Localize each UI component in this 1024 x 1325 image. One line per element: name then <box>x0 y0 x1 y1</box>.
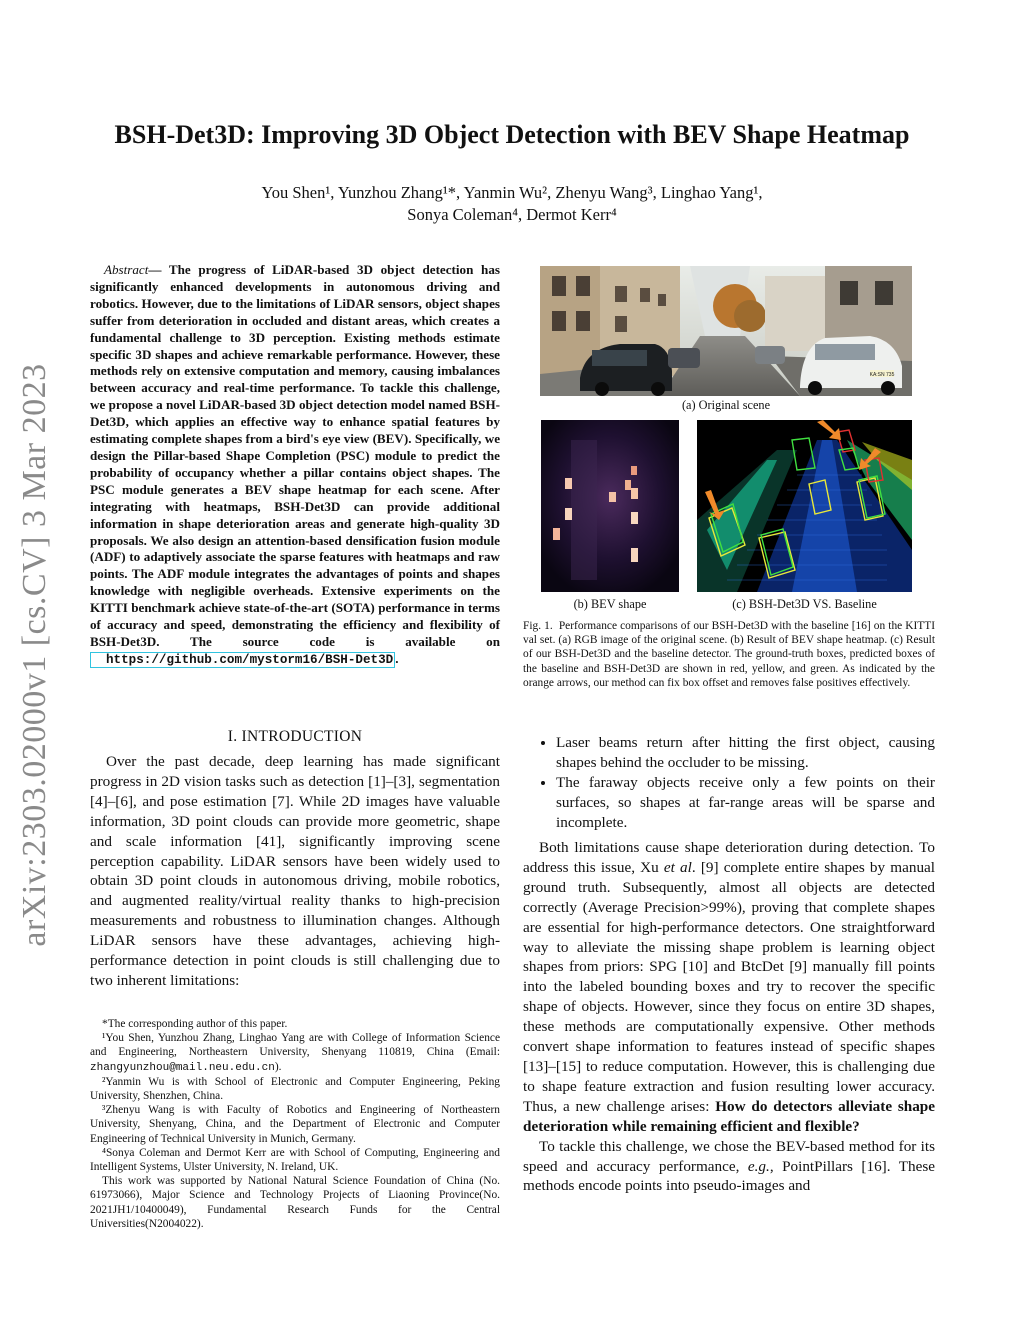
figure-original-scene-image <box>540 266 912 396</box>
footnote-affiliation-4: ⁴Sonya Coleman and Dermot Kerr are with School of Computing, Engineering and Intelligent Systems, Ulster University, N. Ireland, UK. <box>90 1146 500 1174</box>
right-column-body <box>523 838 935 1196</box>
figure-caption-text: Performance comparisons of our BSH-Det3D with the baseline [16] on the KITTI val set. (a) RGB image of the original scene. (b) Result of BEV shape heatmap. (c) Result of our BSH-Det3D and the baseline detector. The ground-truth boxes, predicted boxes of the baseline and BSH-Det3D are shown in red, yellow, and green. As indicated by the orange arrows, our method can fix box offset and removes false positives effectively. <box>523 620 935 689</box>
footnote-email-end: ). <box>274 1060 282 1073</box>
paragraph-text: , PointPillars [16]. These methods encode points into pseudo-images and <box>523 1157 935 1195</box>
subcaption-b: (b) BEV shape <box>573 597 647 611</box>
source-code-link[interactable]: https://github.com/mystorm16/BSH-Det3D <box>90 652 395 668</box>
eg-abbrev: e.g. <box>747 1157 770 1175</box>
footnote-corresponding: *The corresponding author of this paper. <box>102 1018 288 1030</box>
paragraph-text: Both limitations cause shape deterioration during detection. To address this issue, Xu <box>523 839 935 876</box>
paragraph-shape-deterioration <box>523 838 935 1137</box>
intro-paragraph: Over the past decade, deep learning has made significant progress in 2D vision tasks such as detection [1]–[3], segmentation [4]–[6], and pose estimation [7]. While 2D images have valuable information, 3D point clouds can provide more geometric, shape and scale information [41], significantly improving scene perception capability. LiDAR sensors have been widely used to obtain 3D point clouds in autonomous driving, mobile robotics, and augmented reality/virtual reality thanks to high-precision measurements and robustness to illumination changes. Although LiDAR sensors have these advantages, achieving high-performance detection in point clouds is still challenging due to two inherent limitations: <box>90 753 500 989</box>
footnotes <box>90 1017 500 1231</box>
limitations-list <box>523 733 935 833</box>
footnote-affiliation-1 <box>90 1031 500 1075</box>
paragraph-approach <box>523 1137 935 1197</box>
footnote-affiliation-1-text: ¹You Shen, Yunzhou Zhang, Linghao Yang are with College of Information Science and Engineering, Northeastern University, Shenyang 110819, China (Email: <box>90 1032 500 1059</box>
subcaption-c: (c) BSH-Det3D VS. Baseline <box>732 597 877 611</box>
author-line-1: You Shen¹, Yunzhou Zhang¹*, Yanmin Wu², Zhenyu Wang³, Linghao Yang¹, <box>261 183 763 202</box>
figure-bev-heatmap-image <box>541 420 679 592</box>
research-question: How do detectors alleviate shape deterioration while remaining efficient and flexible? <box>523 1097 935 1135</box>
citation-etal: et al <box>663 858 692 876</box>
figure-caption-label: Fig. 1. <box>523 620 553 632</box>
list-item: • Laser beams return after hitting the first object, causing shapes behind the occluder to be missing. <box>556 733 935 773</box>
abstract-end: . <box>395 650 399 666</box>
license-plate-text: KA:SN 735 <box>869 372 895 378</box>
author-list <box>150 182 874 226</box>
section-heading-introduction: I. INTRODUCTION <box>227 728 363 745</box>
abstract-dash: — <box>148 262 169 277</box>
arxiv-identifier-stamp <box>10 350 60 960</box>
footnote-email[interactable]: zhangyunzhou@mail.neu.edu.cn <box>90 1061 275 1074</box>
subcaption-a: (a) Original scene <box>681 398 771 412</box>
abstract-text: The progress of LiDAR-based 3D object detection has significantly enhanced developments in autonomous driving and robotics. However, due to the limitations of LiDAR sensors, object shapes suffer from deterioration in occluded and distant areas, which creates a fundamental challenge to 3D perception. Existing methods estimate specific 3D shapes and achieve remarkable performance. However, these methods rely on extensive computation and memory, causing imbalances between accuracy and real-time performance. To tackle this challenge, we propose a novel LiDAR-based 3D object detection model named BSH-Det3D, which applies an effective way to enhance spatial features by estimating complete shapes from a bird's eye view (BEV). Specifically, we design the Pillar-based Shape Completion (PSC) module to predict the probability of occupancy whether a pillar contains object shapes. The PSC module generates a BEV shape heatmap for each scene. After integrating with heatmaps, BSH-Det3D can provide additional information in shape deterioration areas and generate high-quality 3D proposals. We also design an attention-based densification fusion module (ADF) to adaptively associate the sparse features with heatmaps and raw points. The ADF module integrates the advantages of points and shapes knowledge with negligible overheads. Extensive experiments on the KITTI benchmark achieve state-of-the-art (SOTA) performance in terms of accuracy and speed, demonstrating the efficiency and flexibility of BSH-Det3D. The source code is available on <box>90 262 500 649</box>
introduction-body <box>90 752 500 991</box>
abstract <box>90 262 500 668</box>
abstract-label: Abstract <box>104 262 149 277</box>
footnote-funding: This work was supported by National Natural Science Foundation of China (No. 61973066), Major Science and Technology Projects of Liaoning Province(No. 2021JH1/10400049), Fundamental Research Funds for the Central Universities(N2004022). <box>90 1175 500 1230</box>
footnote-affiliation-2: ²Yanmin Wu is with School of Electronic and Computer Engineering, Peking University, Shenzhen, China. <box>90 1075 500 1103</box>
paragraph-text: . [9] complete entire shapes by manual ground truth. Subsequently, almost all objects are detected correctly (Average Precision>99%), proving that complete shapes are essential for high-performance detectors. One straightforward way to alleviate the missing shape problem is learning object shapes from priors: SPG [10] and BtcDet [9] manually fill points into the labeled bounding boxes and try to recover the specific shape of objects. However, since they focus on entire 3D shapes, these methods are computationally expensive. Other methods convert shape information to features instead of specific shapes [13]–[15] to reduce computation. However, this is challenging due to shape feature extraction and fusion resulting lower accuracy. Thus, a new challenge arises: <box>523 858 935 1115</box>
paragraph-text: To tackle this challenge, we chose the BEV-based method for its speed and accuracy performance, <box>523 1137 935 1175</box>
footnote-affiliation-3: ³Zhenyu Wang is with Faculty of Robotics and Engineering of Northeastern University, Shenyang, China, and the Department of Electronic and Computer Engineering of Technical University in Munich, Germany. <box>90 1104 500 1145</box>
list-item: • The faraway objects receive only a few points on their surfaces, so shapes at far-range areas will be sparse and incomplete. <box>556 773 935 833</box>
figure-caption <box>523 619 935 690</box>
arxiv-identifier-text: arXiv:2303.02000v1 [cs.CV] 3 Mar 2023 <box>16 363 53 947</box>
author-line-2: Sonya Coleman⁴, Dermot Kerr⁴ <box>407 205 617 224</box>
paper-title: BSH-Det3D: Improving 3D Object Detection with BEV Shape Heatmap <box>114 120 910 149</box>
figure-detection-comparison-image <box>697 420 912 592</box>
